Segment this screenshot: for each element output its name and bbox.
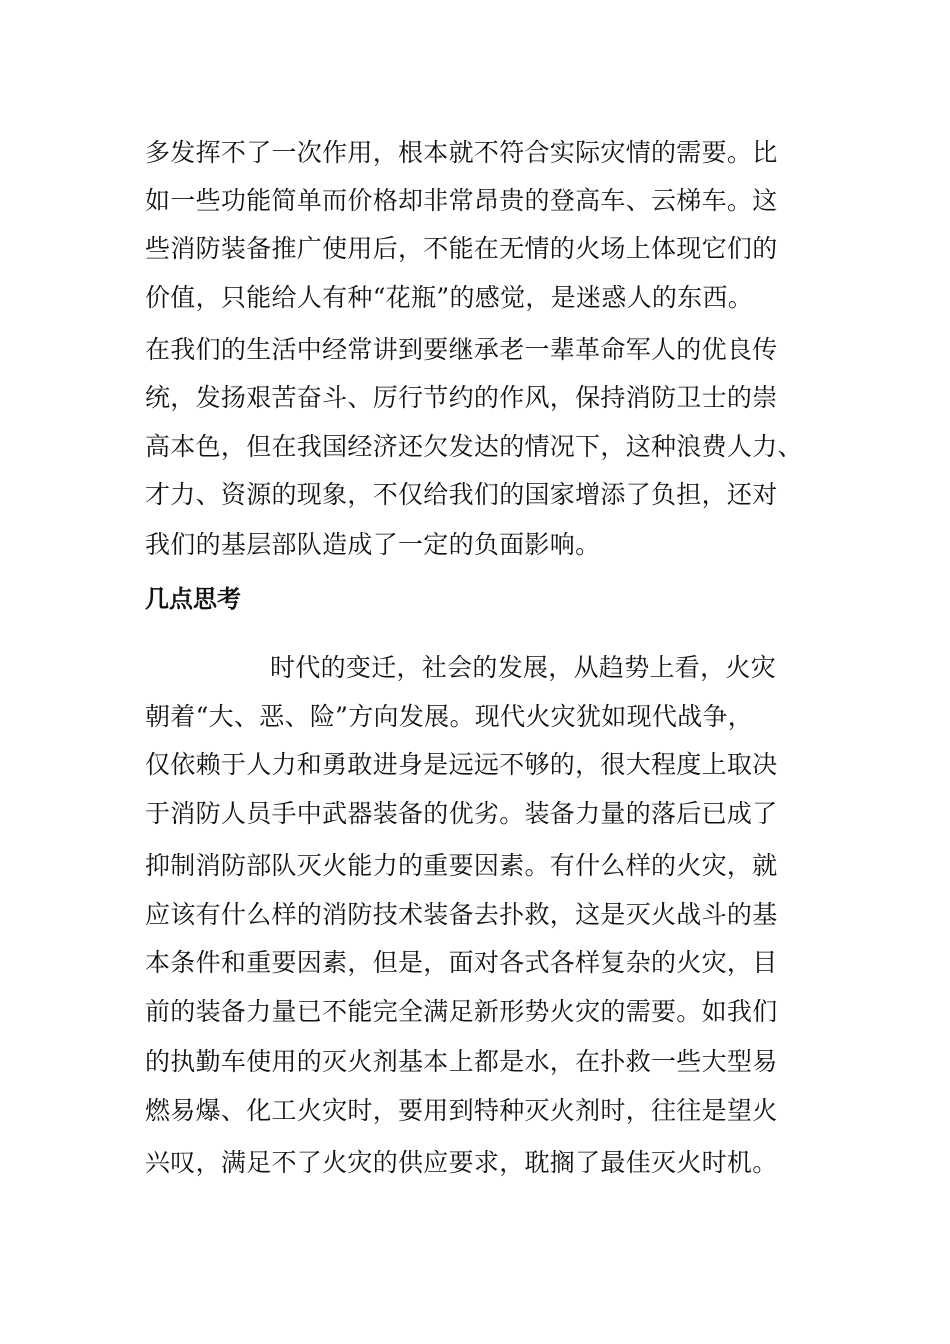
body-text-line: 才力、资源的现象，不仅给我们的国家增添了负担，还对 [145, 480, 778, 509]
body-text-line: 前的装备力量已不能完全满足新形势火灾的需要。如我们 [145, 997, 778, 1026]
body-text-line: 燃易爆、化工火灾时，要用到特种灭火剂时，往往是望火 [145, 1096, 778, 1125]
body-text-line: 于消防人员手中武器装备的优劣。装备力量的落后已成了 [145, 799, 778, 828]
body-text-line: 统，发扬艰苦奋斗、厉行节约的作风，保持消防卫士的崇 [145, 383, 778, 412]
body-text-line: 价值，只能给人有种“花瓶”的感觉，是迷惑人的东西。 [145, 283, 754, 312]
body-text-line: 的执勤车使用的灭火剂基本上都是水，在扑救一些大型易 [145, 1047, 778, 1076]
body-text-line: 多发挥不了一次作用，根本就不符合实际灾情的需要。比 [145, 138, 778, 167]
body-text-line: 朝着“大、恶、险”方向发展。现代火灾犹如现代战争， [145, 702, 754, 731]
body-text-line: 应该有什么样的消防技术装备去扑救，这是灭火战斗的基 [145, 900, 778, 929]
body-text-line: 时代的变迁，社会的发展，从趋势上看，火灾 [270, 653, 777, 682]
body-text-line: 在我们的生活中经常讲到要继承老一辈革命军人的优良传 [145, 335, 778, 364]
body-text-line: 些消防装备推广使用后，不能在无情的火场上体现它们的 [145, 234, 778, 263]
body-text-line: 本条件和重要因素，但是，面对各式各样复杂的火灾，目 [145, 948, 778, 977]
body-text-line: 高本色，但在我国经济还欠发达的情况下，这种浪费人力、 [145, 432, 803, 461]
section-heading: 几点思考 [145, 584, 241, 613]
body-text-line: 如一些功能简单而价格却非常昂贵的登高车、云梯车。这 [145, 186, 778, 215]
body-text-line: 仅依赖于人力和勇敢进身是远远不够的，很大程度上取决 [145, 750, 778, 779]
body-text-line: 兴叹，满足不了火灾的供应要求，耽搁了最佳灭火时机。 [145, 1148, 778, 1177]
body-text-line: 抑制消防部队灭火能力的重要因素。有什么样的火灾，就 [145, 851, 778, 880]
body-text-line: 我们的基层部队造成了一定的负面影响。 [145, 530, 601, 559]
